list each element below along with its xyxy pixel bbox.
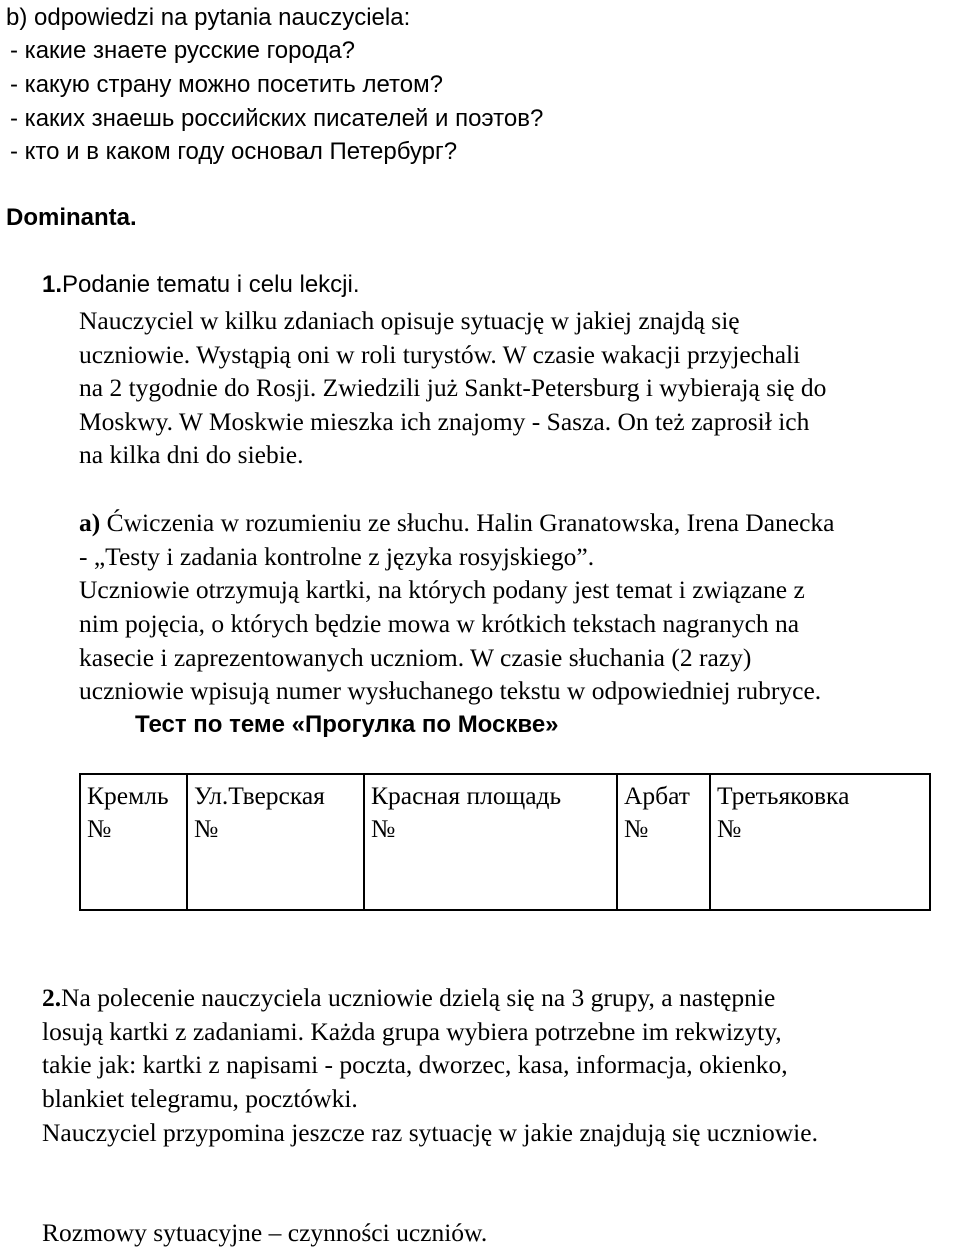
item-2-line: takie jak: kartki z napisami - poczta, dworzec, kasa, informacja, okienko,	[42, 1050, 788, 1079]
question-item: - какие знаете русские города?	[10, 37, 356, 64]
test-title: Тест по теме «Прогулка по Москве»	[135, 711, 559, 738]
number-sign: №	[194, 814, 219, 843]
exercise-line: kasecie i zaprezentowanych uczniom. W czasie słuchania (2 razy)	[79, 643, 752, 672]
column-label: Третьяковка	[717, 781, 850, 810]
column-label: Кремль	[87, 781, 169, 810]
item-2-line: blankiet telegramu, pocztówki.	[42, 1084, 358, 1113]
table-cell-kremlin[interactable]	[80, 774, 187, 910]
number-sign: №	[717, 814, 742, 843]
closing-line: Rozmowy sytuacyjne – czynności uczniów.	[42, 1218, 488, 1247]
item-2-line: Nauczyciel przypomina jeszcze raz sytuację w jakie znajdują się uczniowie.	[42, 1118, 818, 1147]
column-label: Ул.Тверская	[194, 781, 325, 810]
column-label: Красная площадь	[371, 781, 562, 810]
exercise-line: uczniowie wpisują numer wysłuchanego tekstu w odpowiedniej rubryce.	[79, 676, 822, 705]
exercise-a-letter: a)	[79, 508, 101, 537]
number-sign: №	[87, 814, 112, 843]
question-item: - каких знаешь российских писателей и поэтов?	[10, 105, 544, 132]
table-row	[80, 774, 930, 910]
item-2-first-line: Na polecenie nauczyciela uczniowie dzielą się na 3 grupy, a następnie	[61, 983, 776, 1012]
paragraph-line: na kilka dni do siebie.	[79, 440, 304, 469]
number-sign: №	[624, 814, 649, 843]
section-b-heading: b) odpowiedzi na pytania nauczyciela:	[6, 4, 411, 31]
exercise-line: nim pojęcia, o których będzie mowa w krótkich tekstach nagranych na	[79, 609, 800, 638]
paragraph-line: Moskwy. W Moskwie mieszka ich znajomy - Sasza. On też zaprosił ich	[79, 407, 810, 436]
question-item: - какую страну можно посетить летом?	[10, 71, 443, 98]
item-2-heading	[42, 981, 775, 1014]
paragraph-line: na 2 tygodnie do Rosji. Zwiedzili już Sankt-Petersburg i wybierają się do	[79, 373, 827, 402]
column-label: Арбат	[624, 781, 690, 810]
paragraph-line: Nauczyciel w kilku zdaniach opisuje sytuację w jakiej znajdą się	[79, 306, 740, 335]
exercise-a-title: Ćwiczenia w rozumieniu ze słuchu. Halin Granatowska, Irena Danecka	[100, 508, 835, 537]
item-1-title: Podanie tematu i celu lekcji.	[62, 271, 360, 298]
paragraph-line: uczniowie. Wystąpią oni w roli turystów. W czasie wakacji przyjechali	[79, 340, 801, 369]
question-item: - кто и в каком году основал Петербург?	[10, 138, 458, 165]
table-cell-red-square[interactable]	[364, 774, 617, 910]
item-1-number: 1.	[42, 271, 63, 298]
dominanta-heading: Dominanta.	[6, 204, 137, 231]
item-2-line: losują kartki z zadaniami. Każda grupa wybiera potrzebne im rekwizyty,	[42, 1017, 782, 1046]
item-2-number: 2.	[42, 983, 62, 1012]
moscow-test-table	[79, 773, 931, 911]
exercise-line: Uczniowie otrzymują kartki, na których podany jest temat i związane z	[79, 575, 805, 604]
table-cell-arbat[interactable]	[617, 774, 710, 910]
table-cell-tretyakovka[interactable]	[710, 774, 930, 910]
exercise-a-heading	[79, 506, 835, 539]
item-1-heading	[42, 268, 360, 302]
table-cell-tverskaya[interactable]	[187, 774, 364, 910]
number-sign: №	[371, 814, 396, 843]
exercise-line: - „Testy i zadania kontrolne z języka rosyjskiego”.	[79, 542, 595, 571]
